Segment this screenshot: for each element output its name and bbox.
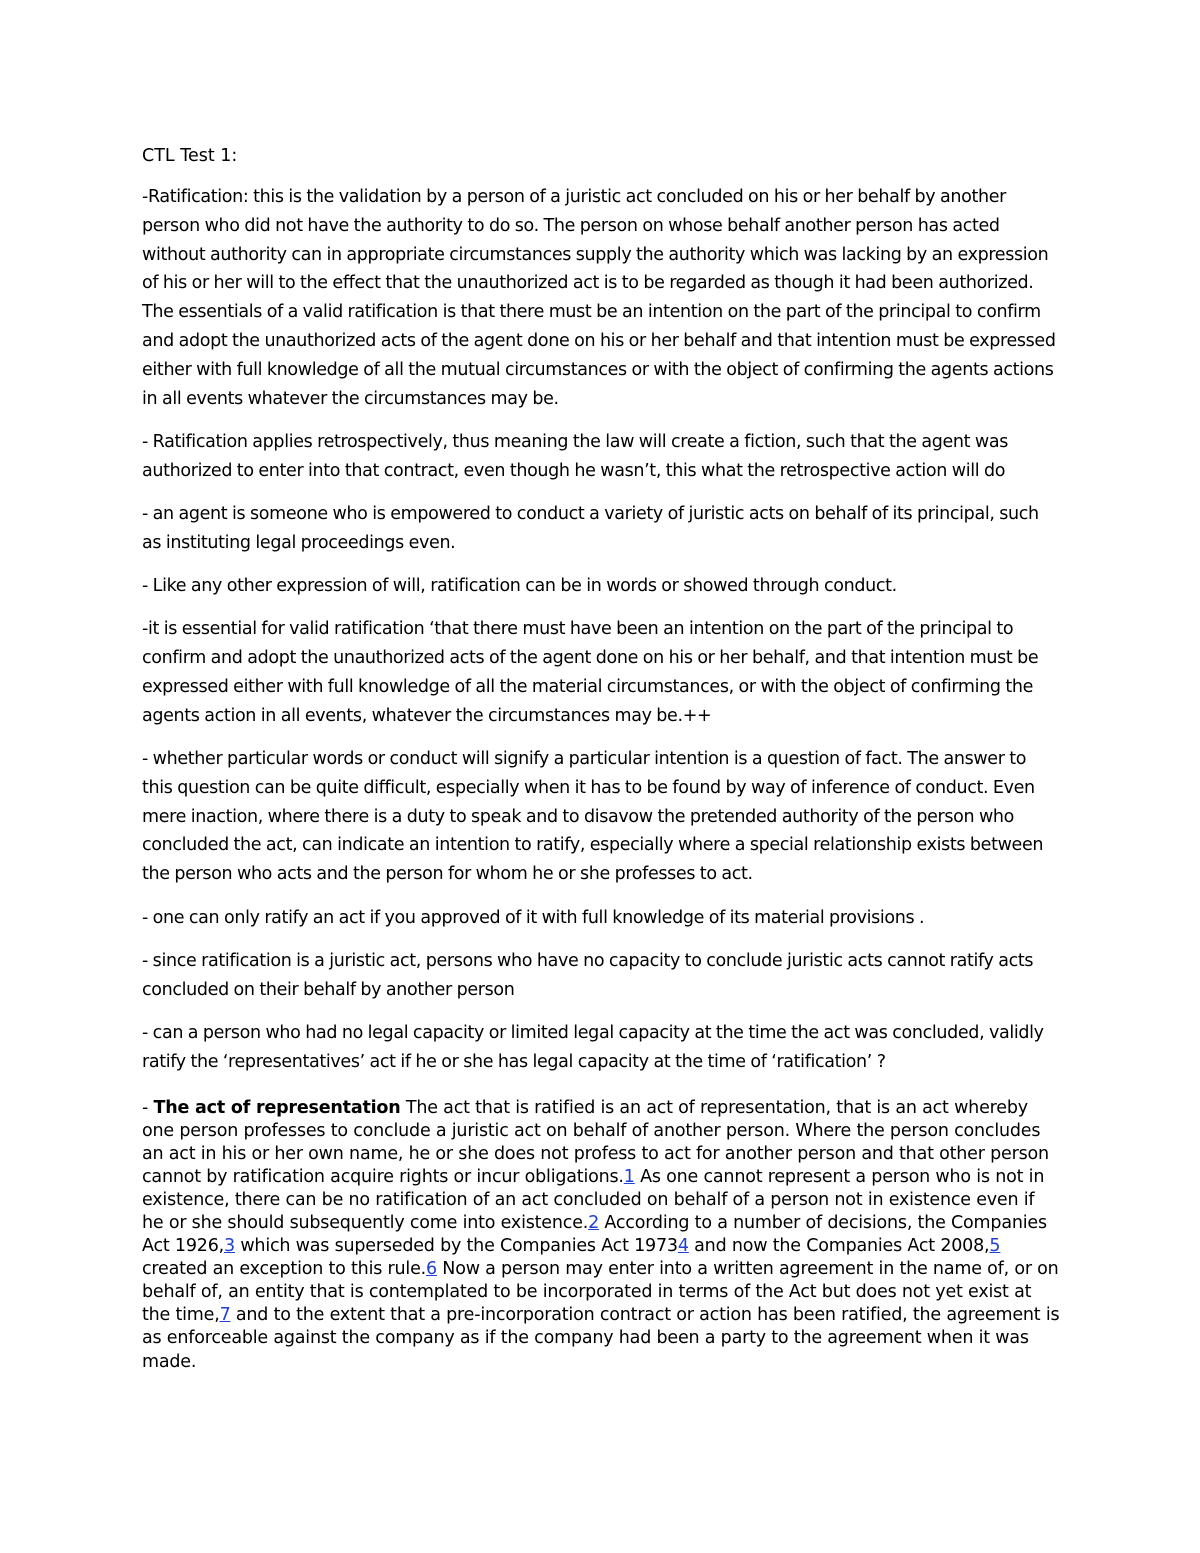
paragraph-expression-of-will: - Like any other expression of will, ratification can be in words or showed through conduct. bbox=[142, 576, 897, 597]
footnote-link-1[interactable]: 1 bbox=[623, 1166, 635, 1187]
footnote-link-4[interactable]: 4 bbox=[677, 1236, 689, 1257]
final-text-8: and to the extent that a pre-incorporation contract or action has been ratified, the agreement is as enforceable against the company as if the company had been a party to the agreement when it was made. bbox=[142, 1305, 1060, 1372]
paragraph-capacity-question: - can a person who had no legal capacity or limited legal capacity at the time the act was concluded, validly ratify the ‘representatives’ act if he or she has legal capacity at the time of ‘ratification’ ? bbox=[142, 1022, 1044, 1072]
paragraph-act-of-representation bbox=[142, 1097, 1060, 1374]
final-text-7: Now a person may enter into a written agreement in the name of, or on behalf of, an entity that is contemplated to be incorporated in terms of the Act but does not yet exist at the time, bbox=[142, 1259, 1059, 1326]
footnote-link-7[interactable]: 7 bbox=[219, 1305, 231, 1326]
footnote-link-5[interactable]: 5 bbox=[989, 1236, 1001, 1257]
paragraph-full-knowledge: - one can only ratify an act if you approved of it with full knowledge of its material provisions . bbox=[142, 907, 925, 928]
final-text-6: created an exception to this rule. bbox=[142, 1259, 426, 1280]
final-text-5: and now the Companies Act 2008, bbox=[688, 1236, 990, 1257]
final-text-4: which was superseded by the Companies Act 1973 bbox=[234, 1236, 678, 1257]
section-heading: The act of representation bbox=[153, 1097, 401, 1118]
paragraph-capacity: - since ratification is a juristic act, persons who have no capacity to conclude juristic acts cannot ratify acts concluded on their behalf by another person bbox=[142, 950, 1034, 1000]
paragraph-agent: - an agent is someone who is empowered to conduct a variety of juristic acts on behalf of its principal, such as instituting legal proceedings even. bbox=[142, 503, 1039, 553]
document-title: CTL Test 1: bbox=[142, 146, 238, 166]
footnote-link-6[interactable]: 6 bbox=[426, 1259, 437, 1280]
paragraph-retrospective: - Ratification applies retrospectively, thus meaning the law will create a fiction, such that the agent was authorized to enter into that contract, even though he wasn’t, this what the retrospective action will do bbox=[142, 431, 1008, 481]
final-text-2: As one cannot represent a person who is not in existence, there can be no ratification of an act concluded on behalf of a person not in existence even if he or she should subsequently come into existence. bbox=[142, 1166, 1045, 1233]
final-prefix: - bbox=[142, 1097, 154, 1118]
document-body bbox=[142, 142, 1060, 1374]
paragraph-essential-ratification: -it is essential for valid ratification ‘that there must have been an intention on the part of the principal to confirm and adopt the unauthorized acts of the agent done on his or her behalf, and that intention must be expressed either with full knowledge of all the material circumstances, or with the object of confirming the agents action in all events, whatever the circumstances may be.++ bbox=[142, 619, 1039, 726]
footnote-link-3[interactable]: 3 bbox=[224, 1236, 235, 1257]
paragraph-ratification-definition: -Ratification: this is the validation by a person of a juristic act concluded on his or her behalf by another person who did not have the authority to do so. The person on whose behalf another person has acted without authority can in appropriate circumstances supply the authority which was lacking by an expression of his or her will to the effect that the unauthorized act is to be regarded as though it had been authorized. The essentials of a valid ratification is that there must be an intention on the part of the principal to confirm and adopt the unauthorized acts of the agent done on his or her behalf and that intention must be expressed either with full knowledge of all the mutual circumstances or with the object of confirming the agents actions in all events whatever the circumstances may be. bbox=[142, 187, 1056, 409]
final-text-3: According to a number of decisions, the Companies Act 1926, bbox=[142, 1212, 1047, 1257]
final-text-1: The act that is ratified is an act of representation, that is an act whereby one person professes to conclude a juristic act on behalf of another person. Where the person concludes an act in his or her own name, he or she does not profess to act for another person and that other person cannot by ratification acquire rights or incur obligations. bbox=[142, 1097, 1049, 1187]
footnote-link-2[interactable]: 2 bbox=[588, 1212, 600, 1233]
paragraph-question-of-fact: - whether particular words or conduct will signify a particular intention is a question of fact. The answer to this question can be quite difficult, especially when it has to be found by way of inference of conduct. Even mere inaction, where there is a duty to speak and to disavow the pretended authority of the person who concluded the act, can indicate an intention to ratify, especially where a special relationship exists between the person who acts and the person for whom he or she professes to act. bbox=[142, 749, 1044, 885]
